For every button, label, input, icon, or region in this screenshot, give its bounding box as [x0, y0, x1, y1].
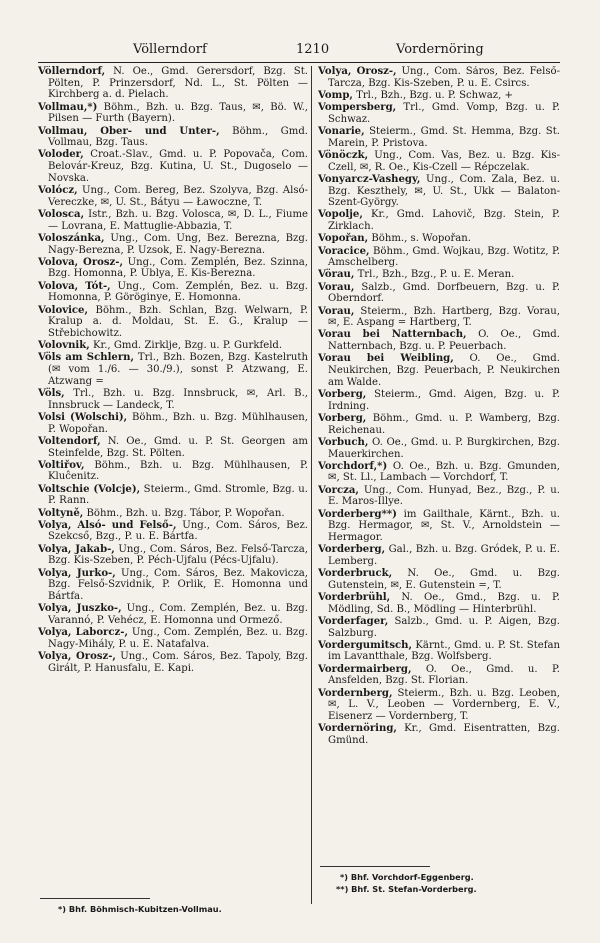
gazetteer-entry — [38, 412, 308, 435]
entry-body: Salzb., Gmd. Dorfbeuern, Bzg. u. P. Oberndorf. — [328, 281, 560, 305]
gazetteer-entry — [38, 102, 308, 125]
entry-body: Ung., Com. Zemplén, Bez. Szinna, Bzg. Homonna, P. Ublya, E. Kis-Berezna. — [48, 256, 308, 280]
entry-headword: Vorderfager, — [318, 615, 389, 627]
entry-headword: Vonarie, — [318, 126, 365, 138]
left-column — [38, 66, 308, 914]
gazetteer-entry — [318, 126, 560, 149]
entry-headword: Voloszánka, — [38, 232, 105, 244]
entry-body: O. Oe., Bzh. u. Bzg. Gmunden, ✉, St. Ll., Lambach — Vorchdorf, T. — [328, 460, 560, 484]
entry-body: Gal., Bzh. u. Bzg. Gródek, P. u. E. Lemberg. — [328, 544, 560, 567]
gazetteer-entry — [38, 484, 308, 507]
gazetteer-entry — [38, 544, 308, 567]
entry-headword: Voracice, — [318, 245, 370, 257]
entry-body: Ung., Com. Sáros, Bez. Makovicza, Bzg. Felső-Szvidnik, P. Orlik, E. Homonna und Bártfa. — [48, 567, 308, 602]
entry-headword: Voltiřov, — [38, 459, 85, 471]
gazetteer-entry — [38, 352, 308, 387]
entry-body: N. Oe., Gmd., Bzg. u. P. Mödling, Sd. B., Mödling — Hinterbrühl. — [328, 591, 560, 615]
gazetteer-entry — [318, 688, 560, 723]
entry-headword: Vordernberg, — [318, 687, 393, 699]
entry-body: Böhm., Gmd. u. P. Wamberg, Bzg. Reichenau. — [328, 412, 560, 436]
gazetteer-entry — [318, 485, 560, 508]
entry-body: Kr., Gmd. Zirklje, Bzg. u. P. Gurkfeld. — [89, 340, 283, 352]
footnote-rule-right — [320, 866, 430, 867]
gazetteer-entry — [38, 603, 308, 626]
entry-headword: Vönöczk, — [318, 149, 369, 161]
entry-body: Trl., Bzh., Bzg., P. u. E. Meran. — [354, 269, 515, 281]
entry-body: Böhm., Bzh. u. Bzg. Mühlhausen, P. Kluĉenitz. — [48, 459, 308, 483]
entry-body: N. Oe., Gmd. Gerersdorf, Bzg. St. Pölten, P. Prinzersdorf, Nd. L., St. Pölten — Kirchberg a. d. Pielach. — [48, 66, 308, 101]
entry-body: Böhm., Gmd. Wojkau, Bzg. Wotitz, P. Amschelberg. — [328, 245, 560, 269]
gazetteer-entry — [318, 90, 560, 102]
entry-headword: Volovnik, — [38, 340, 90, 352]
entry-body: Böhm., Bzh. u. Bzg. Taus, ✉, Bö. W., Pilsen — Furth (Bayern). — [48, 101, 308, 125]
gazetteer-entry — [318, 353, 560, 388]
entry-body: Böhm., Gmd. Vollmau, Bzg. Taus. — [48, 125, 308, 149]
entry-headword: Vorderbrühl, — [318, 591, 391, 603]
entry-body: Ung., Com. Sáros, Bez. Felső-Tarcza, Bzg. Kis-Szeben, P. u. E. Csircs. — [328, 66, 560, 89]
gazetteer-entry — [38, 305, 308, 340]
gazetteer-entry — [38, 460, 308, 483]
gazetteer-entry — [318, 306, 560, 329]
entry-body: im Gailthale, Kärnt., Bzh. u. Bzg. Hermagor, ✉, St. V., Arnoldstein — Hermagor. — [328, 508, 560, 543]
entry-body: Steierm., Gmd. Aigen, Bzg. u. P. Irdning. — [328, 388, 560, 412]
entry-body: Ung., Com. Sáros, Bez. Tapoly, Bzg. Giráltׅ, P. Hanusfalu, E. Kapi. — [48, 650, 308, 674]
entry-headword: Vorberg, — [318, 412, 367, 424]
entry-headword: Volya, Alsó- und Felső-, — [38, 519, 177, 531]
entry-headword: Volya, Jurko-, — [38, 567, 116, 579]
page-number: 1210 — [296, 42, 330, 57]
gazetteer-entry — [318, 437, 560, 460]
header-rule — [38, 62, 560, 63]
entry-body: Kr., Gmd. Eisentratten, Bzg. Gmünd. — [328, 723, 560, 746]
gazetteer-entry — [38, 388, 308, 411]
entry-headword: Vollmau, Ober- und Unter-, — [38, 125, 220, 137]
entry-headword: Vopořan, — [318, 233, 369, 245]
entry-headword: Vorau, — [318, 281, 355, 293]
column-divider — [311, 66, 312, 904]
entry-headword: Vorau bei Natternbach, — [318, 329, 467, 341]
entry-headword: Vorderbruck, — [318, 568, 393, 580]
entry-headword: Vopolje, — [318, 209, 363, 221]
entry-body: Ung., Com. Sáros, Bez. Szekcső, Bzg., P. u. E. Bártfa. — [48, 519, 308, 543]
gazetteer-entry — [38, 209, 308, 232]
entry-body: Ung., Com. Hunyad, Bez., Bzg., P. u. E. Maros-Illye. — [328, 484, 560, 508]
entry-body: Steierm., Bzh. Hartberg, Bzg. Vorau, ✉, E. Aspang = Hartberg, T. — [328, 305, 560, 329]
entry-headword: Völs, — [38, 387, 65, 399]
entry-headword: Vonyarcz-Vashegy, — [318, 173, 421, 185]
gazetteer-entry — [318, 461, 560, 484]
entry-headword: Vorchdorf,*) — [318, 460, 388, 472]
entry-body: Trl., Gmd. Vomp, Bzg. u. P. Schwaz. — [328, 102, 560, 125]
entry-body: Steierm., Gmd. Stromle, Bzg. u. P. Rann. — [48, 483, 308, 507]
right-column — [318, 66, 560, 914]
entry-headword: Volova, Orosz-, — [38, 256, 123, 268]
entry-headword: Vorau bei Weibling, — [318, 353, 454, 365]
entry-headword: Voltschie (Volcje), — [38, 483, 141, 495]
entry-headword: Voloder, — [38, 149, 84, 161]
gazetteer-entry — [38, 233, 308, 256]
entry-body: O. Oe., Gmd. u. P. Ansfelden, Bzg. St. Florian. — [328, 663, 560, 687]
entry-headword: Volya, Orosz-, — [38, 650, 116, 662]
entry-body: Ung., Com. Vas, Bez. u. Bzg. Kis-Czell, ✉, R. Oe., Kis-Czell — Répczelak. — [328, 149, 560, 173]
entry-headword: Vordernöring, — [318, 723, 397, 735]
gazetteer-entry — [38, 568, 308, 603]
gazetteer-entry — [38, 340, 308, 352]
entry-body: O. Oe., Gmd. Natternbach, Bzg. u. P. Peuerbach. — [328, 329, 560, 353]
gazetteer-entry — [38, 66, 308, 101]
entry-body: Steierm., Bzh. u. Bzg. Leoben, ✉, L. V., Leoben — Vordernberg, E. V., Eisenerz — Vordernberg, T. — [328, 687, 560, 722]
gazetteer-entry — [318, 233, 560, 245]
entry-headword: Vollmau,*) — [38, 101, 98, 113]
entry-headword: Vorberg, — [318, 388, 367, 400]
gazetteer-entry — [38, 281, 308, 304]
entry-headword: Volya, Orosz-, — [318, 66, 397, 77]
entry-body: N. Oe., Gmd. u. Bzg. Gutenstein, ✉, E. Gutenstein =, T. — [328, 568, 560, 591]
entry-body: Salzb., Gmd. u. P. Aigen, Bzg. Salzburg. — [328, 615, 560, 639]
entry-body: Kärnt., Gmd. u. P. St. Stefan im Lavantthale, Bzg. Wolfsberg. — [328, 639, 560, 663]
entry-headword: Völlerndorf, — [38, 66, 106, 77]
gazetteer-entry — [318, 664, 560, 687]
entry-body: Böhm., Bzh. u. Bzg. Mühlhausen, P. Wopořan. — [48, 411, 308, 435]
entry-headword: Volya, Laborcz-, — [38, 627, 128, 639]
entry-body: Trl., Bzh. u. Bzg. Innsbruck, ✉, Arl. B., Innsbruck — Landeck, T. — [48, 387, 308, 411]
gazetteer-entry — [318, 592, 560, 615]
gazetteer-entry — [318, 102, 560, 125]
entry-headword: Volya, Jakab-, — [38, 543, 115, 555]
entry-body: Ung., Com. Zemplén, Bez. u. Bzg. Homonna, P. Göröginye, E. Homonna. — [48, 280, 308, 304]
entry-body: Ung., Com. Zemplén, Bez. u. Bzg. Nagy-Mihály, P. u. E. Natafalva. — [48, 627, 308, 650]
gazetteer-entry — [38, 520, 308, 543]
entry-headword: Vompersberg, — [318, 102, 397, 114]
entry-headword: Vordergumitsch, — [318, 639, 413, 651]
entry-body: Steierm., Gmd. St. Hemma, Bzg. St. Marein, P. Pristova. — [328, 126, 560, 149]
entry-headword: Vorderberg**) — [318, 508, 397, 520]
gazetteer-entry — [318, 174, 560, 209]
entry-body: Ung., Com. Bereg, Bez. Szolyva, Bzg. Alsó-Vereczke, ✉, U. St., Bátyu — Ławoczne, T. — [48, 185, 308, 208]
gazetteer-entry — [38, 508, 308, 520]
entry-headword: Vörau, — [318, 269, 355, 281]
entry-body: Böhm., Bzh. Schlan, Bzg. Welwarn, P. Kralup a. d. Moldau, St. E. G., Kralup — Střebichowitz. — [48, 304, 308, 339]
entry-body: Istr., Bzh. u. Bzg. Volosca, ✉, D. L., Fiume — Lovrana, E. Mattuglie-Abbazia, T. — [48, 208, 308, 232]
gazetteer-entry — [38, 436, 308, 459]
gazetteer-entry — [318, 413, 560, 436]
footnote-right-2: **) Bhf. St. Stefan-Vorderberg. — [336, 884, 477, 894]
gazetteer-entry — [318, 66, 560, 89]
entry-headword: Vorcza, — [318, 484, 359, 496]
entry-headword: Volócz, — [38, 185, 78, 197]
gazetteer-entry — [318, 509, 560, 544]
entry-headword: Vorderberg, — [318, 544, 386, 556]
entry-headword: Voltyně, — [38, 507, 84, 519]
entry-headword: Volya, Juszko-, — [38, 603, 122, 615]
entry-headword: Völs am Schlern, — [38, 352, 135, 364]
gazetteer-entry — [318, 150, 560, 173]
gazetteer-entry — [318, 389, 560, 412]
entry-body: Kr., Gmd. Lahovič, Bzg. Stein, P. Zirklach. — [328, 209, 560, 233]
entry-body: Ung., Com. Sáros, Bez. Felső-Tarcza, Bzg. Kis-Szeben, P. Péch-Ujfalu (Pécs-Ujfalu). — [48, 543, 308, 567]
gazetteer-entry — [318, 329, 560, 352]
gazetteer-entry — [38, 149, 308, 184]
entry-headword: Vorbuch, — [318, 436, 369, 448]
footnote-right-1: *) Bhf. Vorchdorf-Eggenberg. — [340, 872, 474, 882]
entry-body: O. Oe., Gmd. u. P. Burgkirchen, Bzg. Mauerkirchen. — [328, 436, 560, 460]
entry-headword: Vomp, — [318, 89, 353, 101]
entry-body: N. Oe., Gmd. u. P. St. Georgen am Steinfelde, Bzg. St. Pölten. — [48, 435, 308, 459]
footnote-rule-left — [40, 898, 150, 899]
gazetteer-entry — [318, 640, 560, 663]
entry-body: O. Oe., Gmd. Neukirchen, Bzg. Peuerbach, P. Neukirchen am Walde. — [328, 353, 560, 388]
entry-body: Croat.-Slav., Gmd. u. P. Popovača, Com. Belovár-Kreuz, Bzg. Kutina, U. St., Dugoselo — Novska. — [48, 149, 308, 184]
header-right-keyword: Vordernöring — [396, 42, 484, 57]
gazetteer-entry — [38, 126, 308, 149]
entry-headword: Voltendorf, — [38, 435, 101, 447]
gazetteer-entry — [318, 246, 560, 269]
entry-headword: Volsi (Wolschi), — [38, 411, 128, 423]
entry-body: Böhm., Bzh. u. Bzg. Tábor, P. Wopořan. — [83, 507, 285, 519]
gazetteer-entry — [318, 723, 560, 746]
gazetteer-entry — [318, 544, 560, 567]
gazetteer-entry — [38, 627, 308, 650]
entry-body: Ung., Com. Zemplén, Bez. u. Bzg. Varannó, P. Vehécz, E. Homonna und Ormező. — [48, 603, 308, 626]
gazetteer-entry — [38, 185, 308, 208]
gazetteer-entry — [38, 651, 308, 674]
entry-headword: Vordermairberg, — [318, 663, 412, 675]
entry-body: Ung., Com. Zala, Bez. u. Bzg. Keszthely, ✉, U. St., Ukk — Balaton-Szent-György. — [328, 173, 560, 209]
gazetteer-entry — [318, 616, 560, 639]
gazetteer-entry — [318, 282, 560, 305]
entry-body: Trl., Bzh., Bzg. u. P. Schwaz, + — [352, 89, 513, 101]
gazetteer-entry — [318, 568, 560, 591]
page-header — [38, 42, 558, 58]
entry-headword: Volova, Tót-, — [38, 280, 111, 292]
entry-body: Böhm., s. Wopořan. — [368, 233, 471, 245]
entry-headword: Vorau, — [318, 305, 355, 317]
entry-body: Trl., Bzh. Bozen, Bzg. Kastelruth (✉ vom 1./6. — 30./9.), sonst P. Atzwang, E. Atzwang = — [48, 352, 308, 387]
footnote-left: *) Bhf. Böhmisch-Kubitzen-Vollmau. — [58, 904, 222, 914]
gazetteer-entry — [38, 257, 308, 280]
entry-body: Ung., Com. Ung, Bez. Berezna, Bzg. Nagy-Berezna, P. Uzsok, E. Nagy-Berezna. — [48, 232, 308, 256]
gazetteer-entry — [318, 269, 560, 281]
gazetteer-entry — [318, 209, 560, 232]
entry-headword: Volosca, — [38, 208, 85, 220]
entry-headword: Volovice, — [38, 304, 88, 316]
header-left-keyword: Völlerndorf — [133, 42, 207, 57]
